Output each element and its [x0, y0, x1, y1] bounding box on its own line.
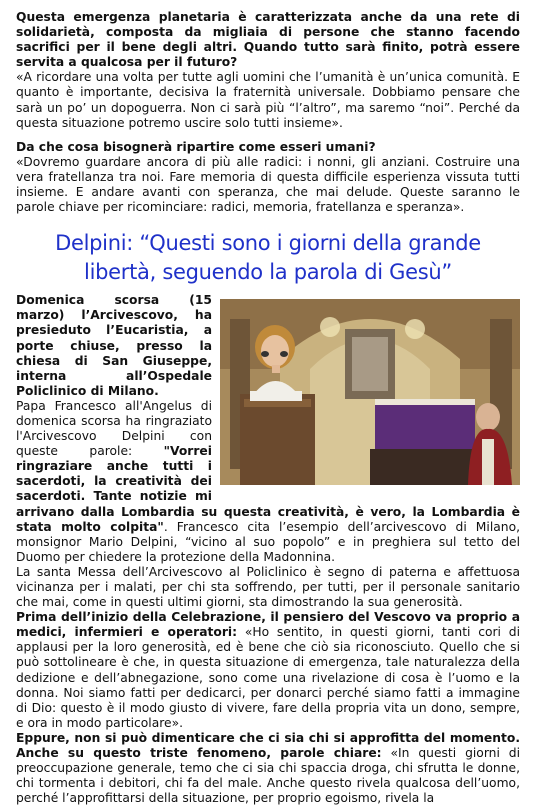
- interview-section-1: [16, 0, 520, 131]
- paragraph-1-rest: . Francesco cita l’esempio dell’arcivescovo di Milano, monsignor Mario Delpini, “vicino al suo popolo” e in preghiera sul tetto del Duomo per chiedere la protezione della Madonnina.: [16, 519, 521, 564]
- article-paragraph-2: La santa Messa dell’Arcivescovo al Policlinico è segno di paterna e affettuosa vicinanza per i malati, per chi sta soffrendo, per tutti, per il personale sanitario che mai, come in questi ultimi giorni, sta dimostrando la sua generosità.: [16, 564, 520, 610]
- interview-section-2: [16, 140, 520, 215]
- interview-question-1: Questa emergenza planetaria è caratterizzata anche da una rete di solidarietà, composta da migliaia di persone che stanno facendo sacrifici per il bene degli altri. Quando tutto sarà finito, potrà essere servita a qualcosa per il futuro?: [16, 10, 520, 70]
- article-paragraph-4: [16, 731, 520, 806]
- article-body: [16, 293, 520, 806]
- article-paragraph-3: [16, 610, 520, 731]
- paragraph-4-rest: «In questi giorni di preoccupazione generale, temo che ci sia chi spaccia droga, chi sfrutta le donne, chi tormenta i debitori, chi fa del male. Anche questo rivela qualcosa dell’uomo, perché l’approfittarsi della situazione, per proprio egoismo, rivela la: [16, 746, 521, 806]
- article-lead: Domenica scorsa (15 marzo) l’Arcivescovo, ha presieduto l’Eucaristia, a porte chiuse, presso la chiesa di San Giuseppe, interna all’Ospedale Policlinico di Milano.: [16, 293, 212, 398]
- church-mass-image: [220, 299, 520, 485]
- paragraph-4-bold: Eppure, non si può dimenticare che ci sia chi si approfitta del momento. Anche su questo triste fenomeno, parole chiare:: [16, 730, 520, 761]
- mass-photo: [220, 299, 520, 485]
- paragraph-3-rest: «Ho sentito, in questi giorni, tanti cori di applausi per la loro generosità, ed è bene che ciò sia riconosciuto. Quello che si può sottolineare è che, in questa situazione di emergenza, tale naturalezza della dedizione e dell’abnegazione, sono come una rivelazione di cosa è l’uomo e la donna. Noi siamo fatti per dedicarci, per donarci perché siamo fatti a immagine di Dio: questo è il modo giusto di vivere, fare della propria vita un dono, sempre, e ora in modo particolare».: [16, 625, 520, 730]
- paragraph-3-bold: Prima dell’inizio della Celebrazione, il pensiero del Vescovo va proprio a medici, infermieri e operatori:: [16, 610, 520, 640]
- pope-quote: "Vorrei ringraziare anche tutti i sacerdoti, la creatività dei sacerdoti. Tante notizie mi arrivano dalla Lombardia su questa creatività, è vero, la Lombardia è stata molto colpita": [16, 444, 520, 534]
- paragraph-1-intro: Papa Francesco all'Angelus di domenica scorsa ha ringraziato l'Arcivescovo Delpini con queste parole:: [16, 398, 212, 459]
- interview-answer-2: «Dovremo guardare ancora di più alle radici: i nonni, gli anziani. Costruire una vera fratellanza tra noi. Fare memoria di questa difficile esperienza vissuta tutti insieme. E andare avanti con speranza, che mai delude. Queste saranno le parole chiave per ricominciare: radici, memoria, fratellanza e speranza».: [16, 154, 520, 215]
- article-headline: Delpini: “Questi sono i giorni della grande libertà, seguendo la parola di Gesù”: [55, 231, 481, 285]
- interview-answer-1: «A ricordare una volta per tutte agli uomini che l’umanità è un’unica comunità. E quanto è importante, decisiva la fraternità universale. Dobbiamo pensare che sarà un po’ un dopoguerra. Non ci sarà più “l’altro”, ma saremo “noi”. Perché da questa situazione potremo uscire solo tutti insieme».: [16, 70, 520, 130]
- interview-question-2: Da che cosa bisognerà ripartire come esseri umani?: [16, 139, 376, 154]
